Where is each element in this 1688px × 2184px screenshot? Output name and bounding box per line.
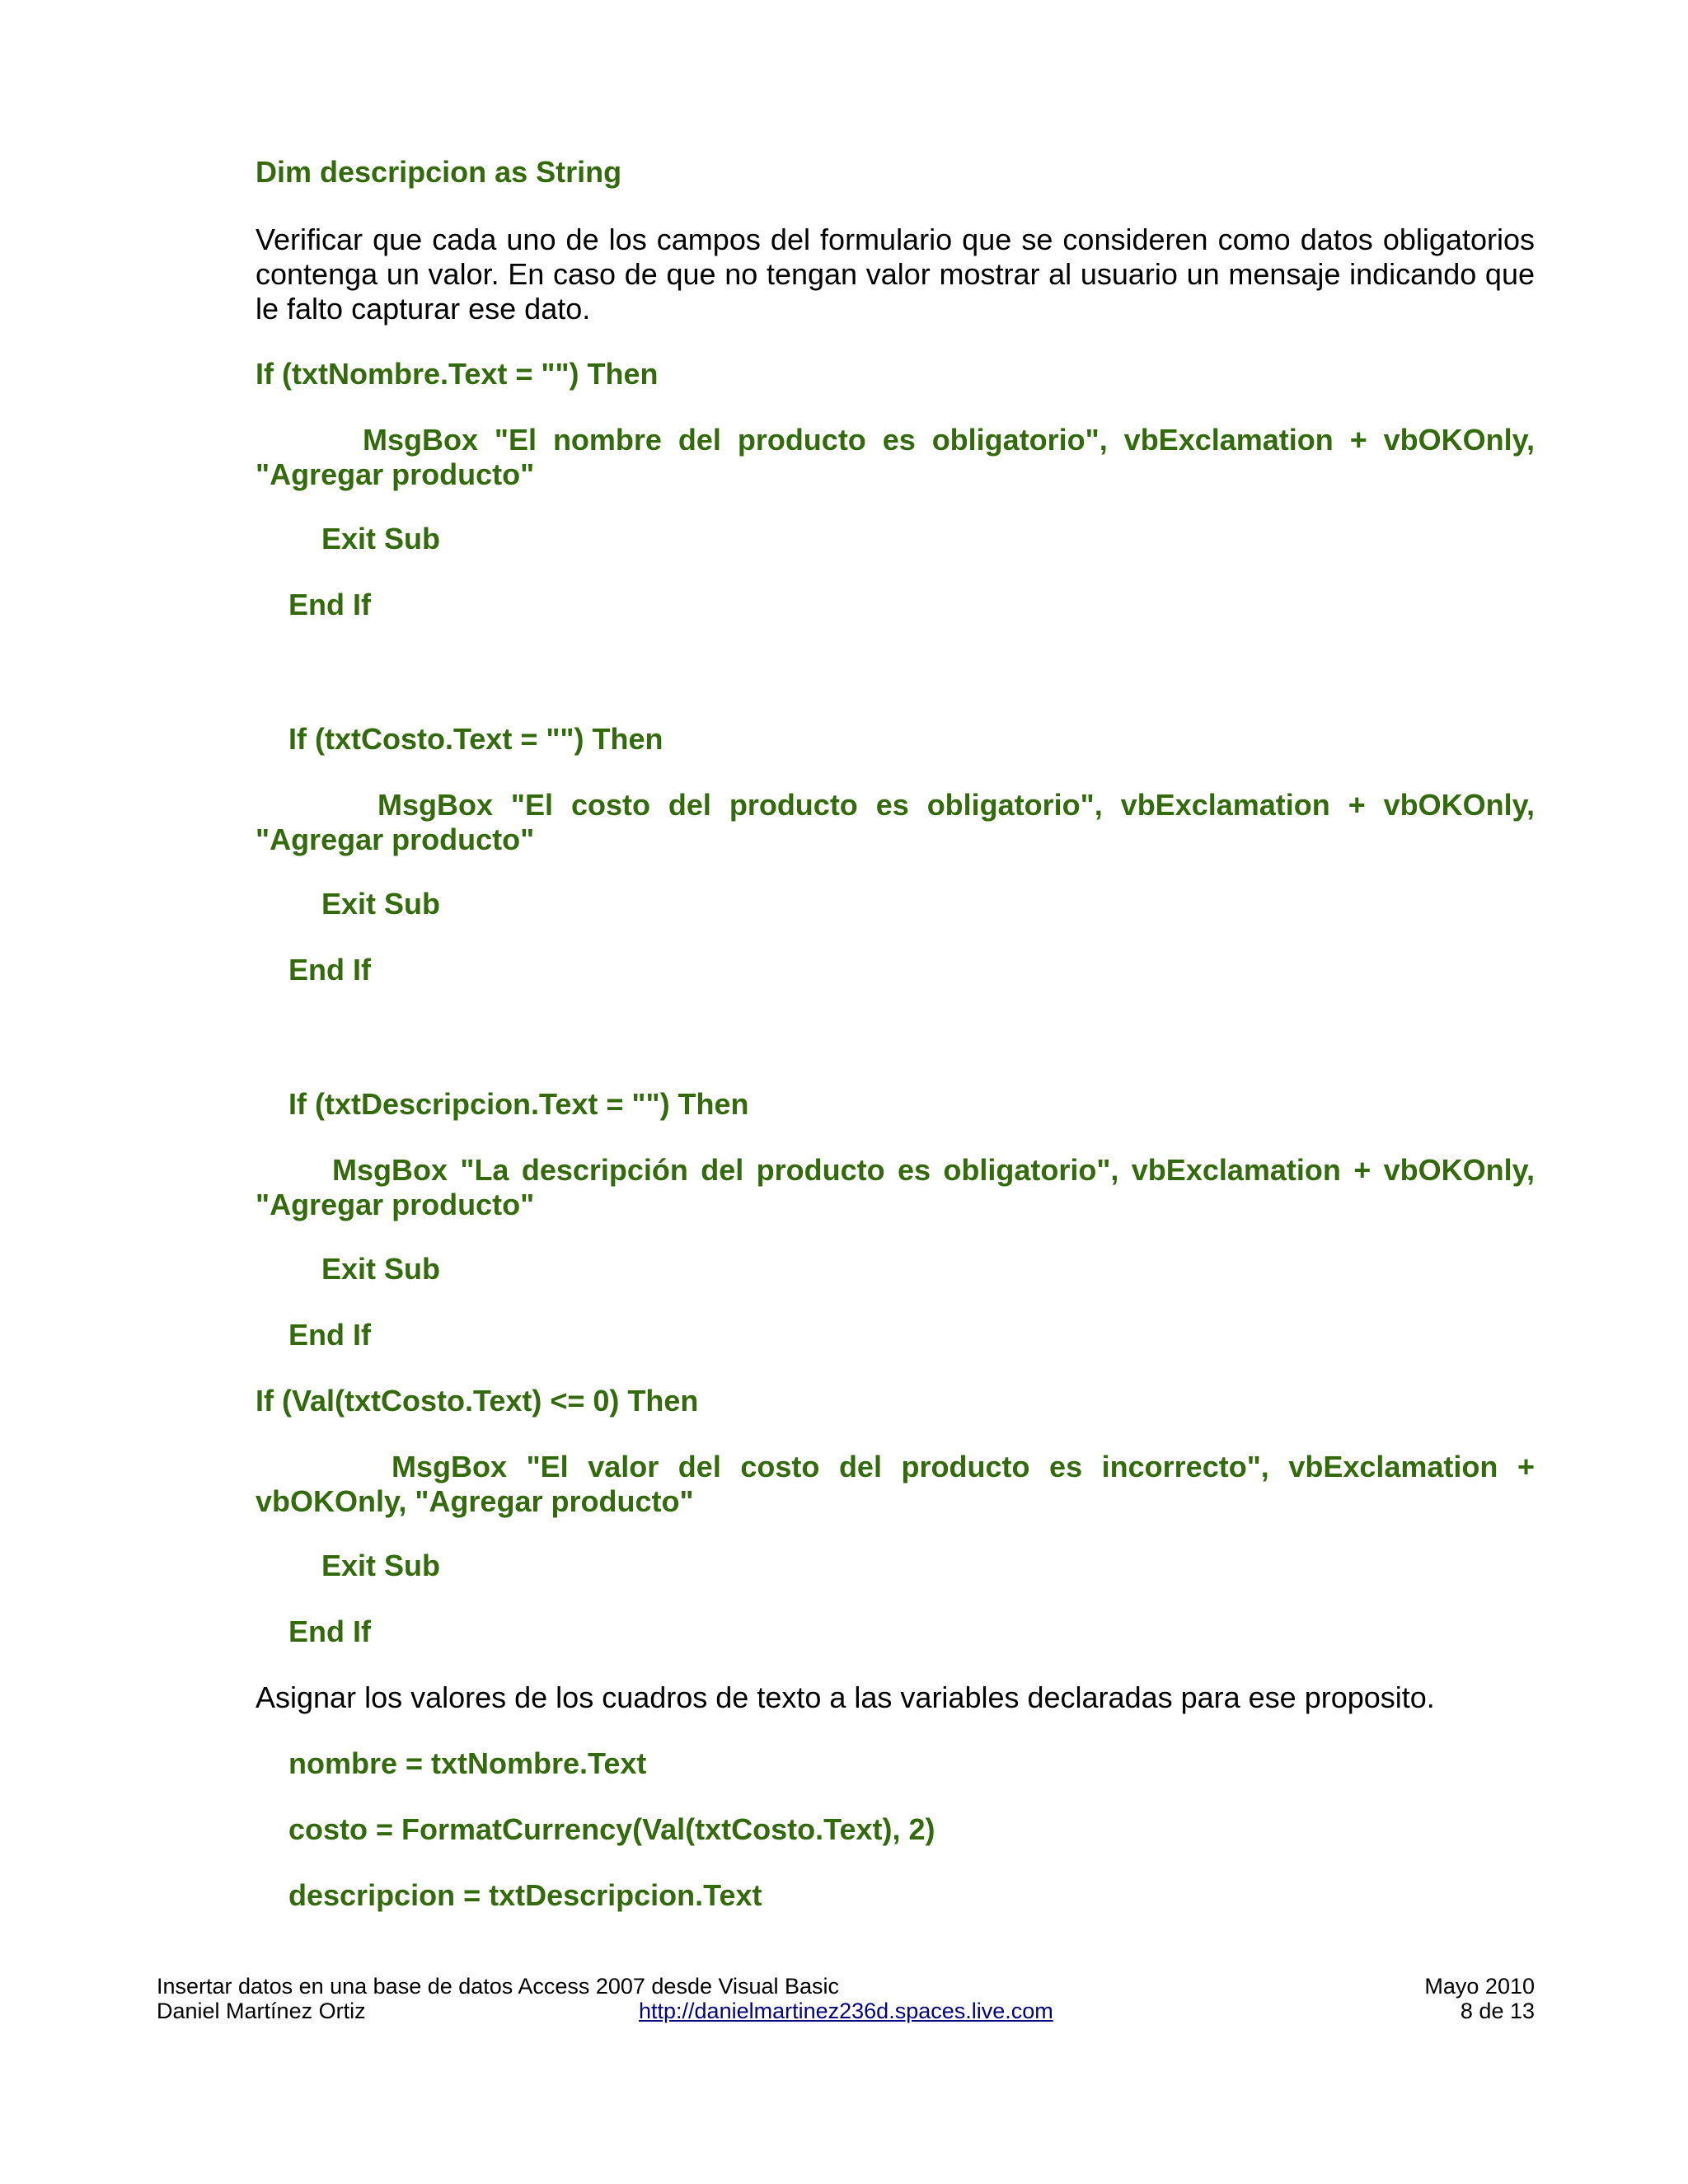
code-msgbox-costo: MsgBox "El costo del producto es obligatorio", vbExclamation + vbOKOnly, "Agregar producto" [256, 788, 1535, 856]
code-end-if-3: End If [288, 1318, 371, 1352]
code-exit-sub-2: Exit Sub [321, 887, 441, 921]
code-msgbox-descripcion: MsgBox "La descripción del producto es obligatorio", vbExclamation + vbOKOnly, "Agregar producto" [256, 1153, 1535, 1221]
code-if-descripcion: If (txtDescripcion.Text = "") Then [288, 1087, 749, 1121]
code-if-nombre: If (txtNombre.Text = "") Then [256, 357, 659, 391]
code-assign-nombre: nombre = txtNombre.Text [288, 1746, 647, 1780]
code-assign-descripcion: descripcion = txtDescripcion.Text [288, 1878, 762, 1912]
code-msgbox-valor: MsgBox "El valor del costo del producto es incorrecto", vbExclamation + vbOKOnly, "Agregar producto" [256, 1450, 1535, 1518]
code-exit-sub-1: Exit Sub [321, 522, 441, 555]
footer-url-link[interactable]: http://danielmartinez236d.spaces.live.com [639, 1999, 1053, 2023]
paragraph-verify-fields: Verificar que cada uno de los campos del formulario que se consideren como datos obligatorios contenga un valor. En caso de que no tengan valor mostrar al usuario un mensaje indicando que le falto capturar ese dato. [256, 223, 1535, 326]
code-end-if-1: End If [288, 588, 371, 621]
code-if-val-costo: If (Val(txtCosto.Text) <= 0) Then [256, 1384, 699, 1418]
code-end-if-2: End If [288, 953, 371, 987]
footer-page-number: 8 de 13 [1460, 1999, 1535, 2023]
footer-title: Insertar datos en una base de datos Access 2007 desde Visual Basic [157, 1974, 840, 1999]
code-exit-sub-4: Exit Sub [321, 1549, 441, 1582]
footer-author: Daniel Martínez Ortiz [157, 1999, 366, 2023]
code-exit-sub-3: Exit Sub [321, 1252, 441, 1286]
footer-date: Mayo 2010 [1424, 1974, 1535, 1999]
code-if-costo: If (txtCosto.Text = "") Then [288, 722, 663, 756]
code-msgbox-nombre: MsgBox "El nombre del producto es obligatorio", vbExclamation + vbOKOnly, "Agregar producto" [256, 423, 1535, 491]
code-assign-costo: costo = FormatCurrency(Val(txtCosto.Text), 2) [288, 1812, 935, 1846]
code-end-if-4: End If [288, 1615, 371, 1648]
code-dim-line: Dim descripcion as String [256, 155, 622, 189]
paragraph-assign-values: Asignar los valores de los cuadros de texto a las variables declaradas para ese proposito. [256, 1680, 1435, 1714]
